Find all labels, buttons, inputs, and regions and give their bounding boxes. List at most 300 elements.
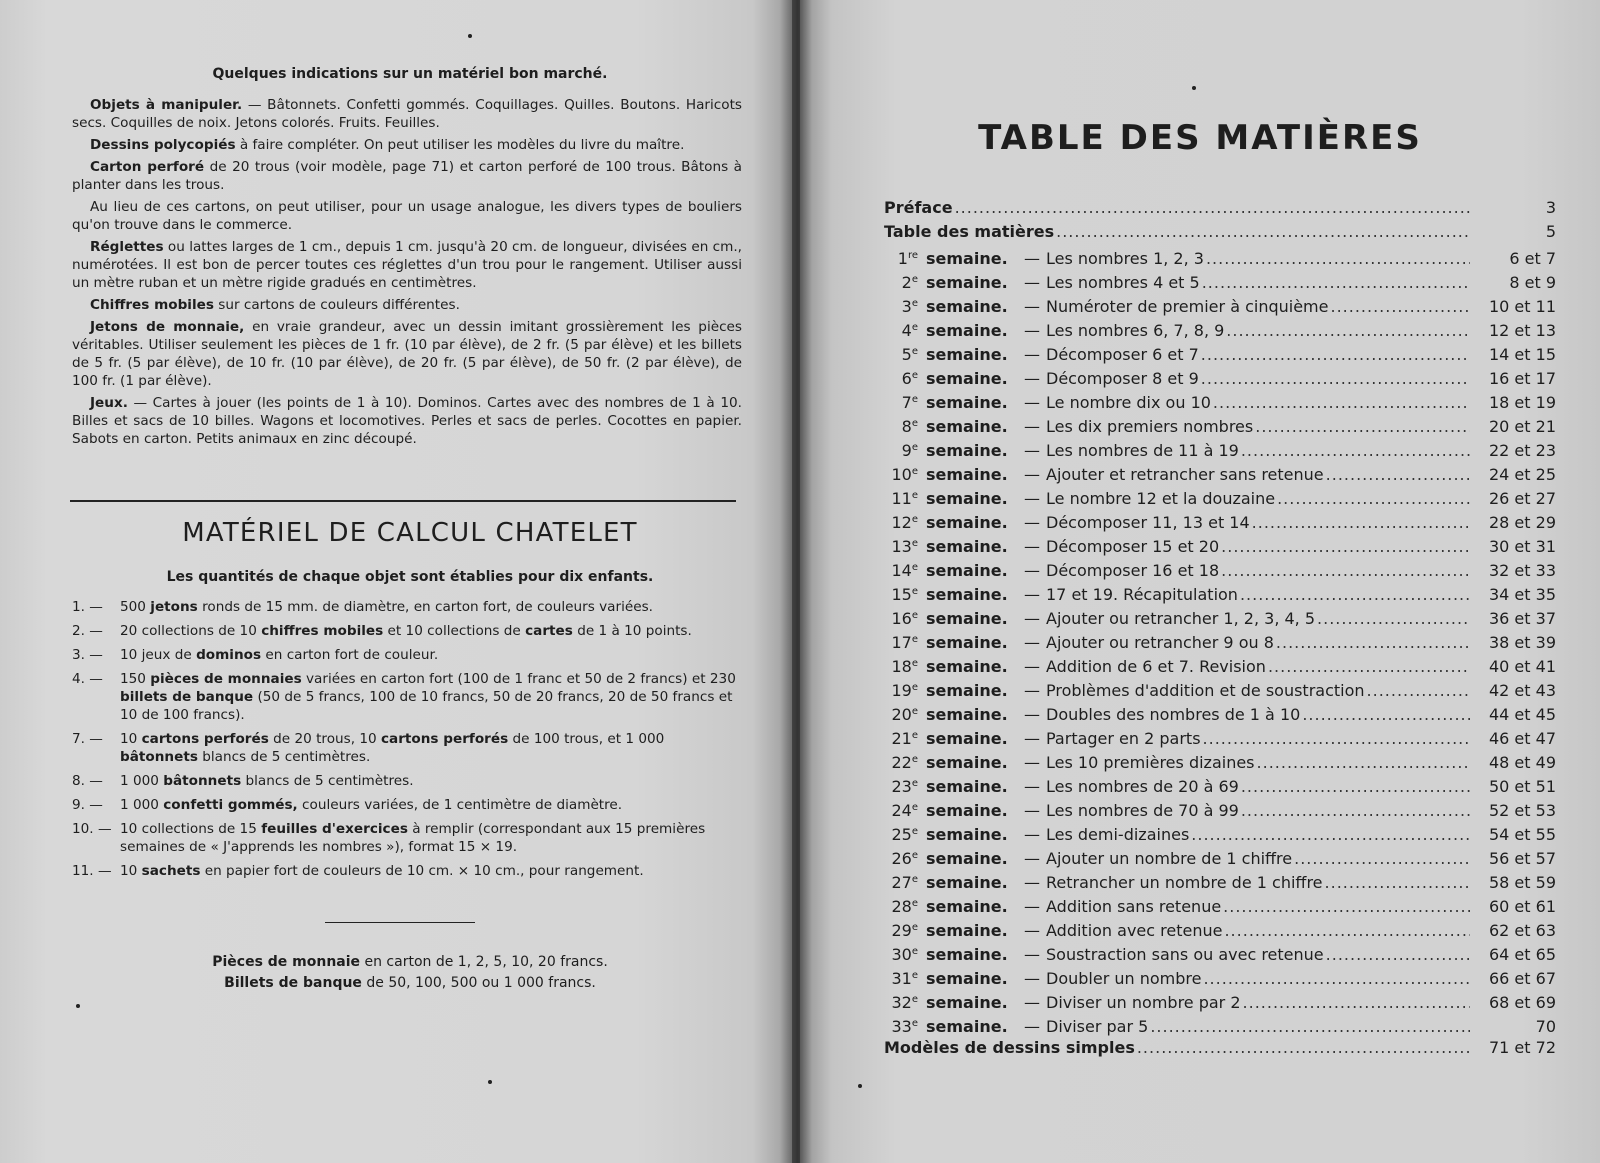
week-number: 30e <box>891 945 918 964</box>
week-number: 7e <box>901 393 918 412</box>
dash: — <box>1024 681 1040 700</box>
toc-topic: Diviser par 5 <box>1046 1017 1149 1036</box>
week-number: 15e <box>891 585 918 604</box>
paragraph-keyword: Jetons de monnaie, <box>90 319 245 335</box>
toc-topic: Le nombre 12 et la douzaine <box>1046 489 1276 508</box>
toc-page: 30 et 31 <box>1488 537 1556 556</box>
toc-page: 48 et 49 <box>1488 753 1556 772</box>
toc-page: 58 et 59 <box>1488 873 1556 892</box>
week-ordinal: e <box>911 394 918 405</box>
toc-row <box>884 940 1556 964</box>
week-word: semaine. <box>926 993 1008 1012</box>
dash: — <box>1024 369 1040 388</box>
week-ordinal: e <box>911 754 918 765</box>
week-number: 22e <box>891 753 918 772</box>
toc-row <box>884 964 1556 988</box>
material-paragraph <box>72 96 742 132</box>
week-number: 6e <box>901 369 918 388</box>
toc-row <box>884 484 1556 508</box>
toc-page: 22 et 23 <box>1488 441 1556 460</box>
toc-page: 66 et 67 <box>1488 969 1556 988</box>
toc-row <box>884 700 1556 724</box>
item-text: 500 jetons ronds de 15 mm. de diamètre, en carton fort, de couleurs variées. <box>120 599 653 615</box>
week-number: 1re <box>897 249 918 268</box>
toc-leader-dots <box>1135 1036 1470 1060</box>
week-word: semaine. <box>926 609 1008 628</box>
week-number: 9e <box>901 441 918 460</box>
toc-title: TABLE DES MATIÈRES <box>978 118 1422 158</box>
toc-topic: Décomposer 15 et 20 <box>1046 537 1220 556</box>
material-paragraph <box>72 238 742 292</box>
paragraph-text: — Cartes à jouer (les points de 1 à 10). Dominos. Cartes avec des nombres de 1 à 10. Billes et sacs de 10 billes. Wagons et locomotives. Perles et sacs de perles. Cocottes en papier. Sabots en carton. Petits animaux en zinc découpé. <box>72 395 742 447</box>
week-number: 13e <box>891 537 918 556</box>
toc-leader-dots <box>1054 220 1470 244</box>
week-word: semaine. <box>926 801 1008 820</box>
toc-page: 5 <box>1545 222 1556 241</box>
week-word: semaine. <box>926 897 1008 916</box>
toc-row <box>884 292 1556 316</box>
toc-page: 44 et 45 <box>1488 705 1556 724</box>
dash: — <box>1024 753 1040 772</box>
material-paragraph <box>72 198 742 234</box>
note-line <box>80 973 740 994</box>
week-ordinal: e <box>911 826 918 837</box>
item-text: 10 sachets en papier fort de couleurs de 10 cm. × 10 cm., pour rangement. <box>120 863 644 879</box>
item-text: 10 collections de 15 feuilles d'exercices à remplir (correspondant aux 15 premières semaines de « J'apprends les nombres »), format 15 × 19. <box>120 821 706 855</box>
paragraph-keyword: Réglettes <box>90 239 164 255</box>
toc-page: 20 et 21 <box>1488 417 1556 436</box>
dash: — <box>1024 801 1040 820</box>
toc-page: 6 et 7 <box>1509 249 1556 268</box>
material-paragraph <box>72 318 742 390</box>
paragraph-text: en vraie grandeur, avec un dessin imitant grossièrement les pièces véritables. Utiliser seulement les pièces de 1 fr. (10 par élève), de 2 fr. (5 par élève) et les billets de 5 fr. (5 par élève), de 10 fr. (10 par élève), de 20 fr. (5 par élève), de 50 fr. (2 par élève), de 100 fr. (1 par élève). <box>72 319 742 389</box>
week-ordinal: e <box>911 274 918 285</box>
material-list-item <box>72 730 742 766</box>
item-text: 150 pièces de monnaies variées en carton fort (100 de 1 franc et 50 de 2 francs) et 230 billets de banque (50 de 5 francs, 100 de 10 francs, 50 de 20 francs, 20 de 50 francs et 10 de 100 francs). <box>120 671 736 723</box>
toc-row <box>884 748 1556 772</box>
dash: — <box>1024 321 1040 340</box>
week-ordinal: re <box>907 250 918 261</box>
toc-row <box>884 244 1556 268</box>
toc-row <box>884 580 1556 604</box>
toc-topic: Les nombres de 70 à 99 <box>1046 801 1239 820</box>
toc-topic: Les demi-dizaines <box>1046 825 1190 844</box>
toc-row <box>884 268 1556 292</box>
dash: — <box>1024 585 1040 604</box>
material-list-item <box>72 598 742 616</box>
week-ordinal: e <box>911 298 918 309</box>
item-number: 4. — <box>72 671 103 687</box>
week-ordinal: e <box>911 610 918 621</box>
dash: — <box>1024 345 1040 364</box>
dash: — <box>1024 537 1040 556</box>
paper-speck <box>1192 86 1196 90</box>
toc-topic: Les nombres 4 et 5 <box>1046 273 1200 292</box>
week-word: semaine. <box>926 753 1008 772</box>
week-ordinal: e <box>911 346 918 357</box>
toc-topic: Décomposer 8 et 9 <box>1046 369 1199 388</box>
paragraph-text: Au lieu de ces cartons, on peut utiliser, pour un usage analogue, les divers types de bouliers qu'on trouve dans le commerce. <box>72 199 742 233</box>
material-list-item <box>72 772 742 790</box>
short-divider <box>325 922 475 923</box>
week-word: semaine. <box>926 369 1008 388</box>
toc-topic: Numéroter de premier à cinquième <box>1046 297 1329 316</box>
toc-page: 10 et 11 <box>1488 297 1556 316</box>
dash: — <box>1024 561 1040 580</box>
week-ordinal: e <box>911 730 918 741</box>
week-word: semaine. <box>926 825 1008 844</box>
week-word: semaine. <box>926 777 1008 796</box>
toc-page: 38 et 39 <box>1488 633 1556 652</box>
toc-topic: 17 et 19. Récapitulation <box>1046 585 1238 604</box>
week-ordinal: e <box>911 922 918 933</box>
material-paragraph <box>72 296 742 314</box>
week-ordinal: e <box>911 658 918 669</box>
toc-page: 18 et 19 <box>1488 393 1556 412</box>
week-word: semaine. <box>926 561 1008 580</box>
calcul-subtitle: Les quantités de chaque objet sont établies pour dix enfants. <box>166 569 654 585</box>
toc-row <box>884 796 1556 820</box>
item-number: 11. — <box>72 863 112 879</box>
item-number: 10. — <box>72 821 112 837</box>
week-word: semaine. <box>926 465 1008 484</box>
toc-row <box>884 724 1556 748</box>
dash: — <box>1024 825 1040 844</box>
toc-row <box>884 772 1556 796</box>
week-number: 8e <box>901 417 918 436</box>
week-ordinal: e <box>911 970 918 981</box>
toc-topic: Les nombres de 20 à 69 <box>1046 777 1239 796</box>
dash: — <box>1024 969 1040 988</box>
dash: — <box>1024 849 1040 868</box>
week-ordinal: e <box>911 802 918 813</box>
week-word: semaine. <box>926 849 1008 868</box>
week-ordinal: e <box>911 490 918 501</box>
toc-row <box>884 1036 1556 1060</box>
toc-topic: Ajouter ou retrancher 9 ou 8 <box>1046 633 1274 652</box>
week-number: 23e <box>891 777 918 796</box>
week-ordinal: e <box>911 1018 918 1029</box>
week-number: 4e <box>901 321 918 340</box>
paper-speck <box>468 34 472 38</box>
week-number: 11e <box>891 489 918 508</box>
week-word: semaine. <box>926 297 1008 316</box>
toc-topic: Les dix premiers nombres <box>1046 417 1254 436</box>
item-number: 1. — <box>72 599 103 615</box>
week-number: 3e <box>901 297 918 316</box>
toc-page: 62 et 63 <box>1488 921 1556 940</box>
dash: — <box>1024 513 1040 532</box>
dash: — <box>1024 441 1040 460</box>
toc-row <box>884 556 1556 580</box>
week-ordinal: e <box>911 898 918 909</box>
week-number: 12e <box>891 513 918 532</box>
note-keyword: Billets de banque <box>224 975 362 991</box>
week-number: 19e <box>891 681 918 700</box>
week-ordinal: e <box>911 994 918 1005</box>
week-word: semaine. <box>926 681 1008 700</box>
week-number: 21e <box>891 729 918 748</box>
week-word: semaine. <box>926 441 1008 460</box>
material-paragraph <box>72 158 742 194</box>
toc-label: Modèles de dessins simples <box>884 1038 1135 1057</box>
toc-page: 34 et 35 <box>1488 585 1556 604</box>
toc-page: 12 et 13 <box>1488 321 1556 340</box>
toc-topic: Soustraction sans ou avec retenue <box>1046 945 1324 964</box>
toc-page: 50 et 51 <box>1488 777 1556 796</box>
toc-page: 46 et 47 <box>1488 729 1556 748</box>
week-word: semaine. <box>926 705 1008 724</box>
week-ordinal: e <box>911 562 918 573</box>
week-ordinal: e <box>911 322 918 333</box>
toc-page: 8 et 9 <box>1509 273 1556 292</box>
toc-row <box>884 988 1556 1012</box>
toc-row <box>884 196 1556 220</box>
dash: — <box>1024 921 1040 940</box>
dash: — <box>1024 273 1040 292</box>
material-heading: Quelques indications sur un matériel bon marché. <box>212 66 608 82</box>
week-ordinal: e <box>911 634 918 645</box>
dash: — <box>1024 609 1040 628</box>
paper-speck <box>488 1080 492 1084</box>
toc-topic: Le nombre dix ou 10 <box>1046 393 1211 412</box>
week-word: semaine. <box>926 729 1008 748</box>
week-word: semaine. <box>926 273 1008 292</box>
material-paragraph <box>72 394 742 448</box>
week-word: semaine. <box>926 873 1008 892</box>
toc-topic: Ajouter ou retrancher 1, 2, 3, 4, 5 <box>1046 609 1316 628</box>
material-paragraphs <box>72 96 742 452</box>
toc-page: 42 et 43 <box>1488 681 1556 700</box>
week-number: 27e <box>891 873 918 892</box>
toc-topic: Décomposer 16 et 18 <box>1046 561 1220 580</box>
toc-row <box>884 364 1556 388</box>
book-gutter <box>780 0 812 1163</box>
week-number: 26e <box>891 849 918 868</box>
week-ordinal: e <box>911 874 918 885</box>
table-of-contents <box>884 196 1556 1060</box>
toc-row <box>884 676 1556 700</box>
toc-topic: Décomposer 6 et 7 <box>1046 345 1199 364</box>
toc-topic: Problèmes d'addition et de soustraction <box>1046 681 1365 700</box>
paper-speck <box>76 1004 80 1008</box>
week-ordinal: e <box>911 946 918 957</box>
week-number: 2e <box>901 273 918 292</box>
dash: — <box>1024 945 1040 964</box>
week-word: semaine. <box>926 393 1008 412</box>
item-number: 3. — <box>72 647 103 663</box>
week-ordinal: e <box>911 442 918 453</box>
item-text: 10 jeux de dominos en carton fort de couleur. <box>120 647 439 663</box>
dash: — <box>1024 873 1040 892</box>
toc-label: Préface <box>884 198 953 217</box>
week-number: 24e <box>891 801 918 820</box>
toc-page: 40 et 41 <box>1488 657 1556 676</box>
week-word: semaine. <box>926 249 1008 268</box>
toc-page: 60 et 61 <box>1488 897 1556 916</box>
toc-row <box>884 316 1556 340</box>
toc-row <box>884 436 1556 460</box>
toc-page: 24 et 25 <box>1488 465 1556 484</box>
dash: — <box>1024 1017 1040 1036</box>
week-number: 33e <box>891 1017 918 1036</box>
toc-row <box>884 508 1556 532</box>
paragraph-text: — Bâtonnets. Confetti gommés. Coquillages. Quilles. Boutons. Haricots secs. Coquilles de noix. Jetons colorés. Fruits. Feuilles. <box>72 97 742 131</box>
toc-topic: Décomposer 11, 13 et 14 <box>1046 513 1250 532</box>
toc-topic: Doubles des nombres de 1 à 10 <box>1046 705 1301 724</box>
week-word: semaine. <box>926 417 1008 436</box>
week-number: 32e <box>891 993 918 1012</box>
toc-topic: Diviser un nombre par 2 <box>1046 993 1241 1012</box>
section-divider <box>70 500 736 502</box>
dash: — <box>1024 633 1040 652</box>
material-list-item <box>72 646 742 664</box>
toc-row <box>884 1012 1556 1036</box>
calcul-title: MATÉRIEL DE CALCUL CHATELET <box>182 518 638 548</box>
toc-row <box>884 220 1556 244</box>
week-ordinal: e <box>911 706 918 717</box>
toc-leader-dots <box>953 196 1470 220</box>
item-text: 10 cartons perforés de 20 trous, 10 cartons perforés de 100 trous, et 1 000 bâtonnets blancs de 5 centimètres. <box>120 731 665 765</box>
dash: — <box>1024 729 1040 748</box>
week-number: 14e <box>891 561 918 580</box>
dash: — <box>1024 465 1040 484</box>
dash: — <box>1024 993 1040 1012</box>
material-list-item <box>72 862 742 880</box>
week-number: 18e <box>891 657 918 676</box>
toc-page: 32 et 33 <box>1488 561 1556 580</box>
paragraph-text: sur cartons de couleurs différentes. <box>213 297 460 313</box>
material-paragraph <box>72 136 742 154</box>
week-ordinal: e <box>911 514 918 525</box>
item-number: 7. — <box>72 731 103 747</box>
toc-row <box>884 916 1556 940</box>
week-word: semaine. <box>926 657 1008 676</box>
toc-topic: Les 10 premières dizaines <box>1046 753 1255 772</box>
toc-page: 52 et 53 <box>1488 801 1556 820</box>
toc-row <box>884 628 1556 652</box>
toc-row <box>884 892 1556 916</box>
week-ordinal: e <box>911 370 918 381</box>
toc-topic: Les nombres 6, 7, 8, 9 <box>1046 321 1225 340</box>
week-word: semaine. <box>926 537 1008 556</box>
toc-label: Table des matières <box>884 222 1055 241</box>
dash: — <box>1024 417 1040 436</box>
toc-topic: Les nombres 1, 2, 3 <box>1046 249 1204 268</box>
week-word: semaine. <box>926 945 1008 964</box>
week-number: 29e <box>891 921 918 940</box>
week-ordinal: e <box>911 418 918 429</box>
bottom-notes <box>80 952 740 994</box>
week-ordinal: e <box>911 850 918 861</box>
toc-page: 26 et 27 <box>1488 489 1556 508</box>
item-number: 2. — <box>72 623 103 639</box>
week-number: 25e <box>891 825 918 844</box>
material-list-item <box>72 670 742 724</box>
week-word: semaine. <box>926 321 1008 340</box>
week-ordinal: e <box>911 466 918 477</box>
week-ordinal: e <box>911 778 918 789</box>
note-line <box>80 952 740 973</box>
paragraph-keyword: Dessins polycopiés <box>90 137 236 153</box>
toc-page: 16 et 17 <box>1488 369 1556 388</box>
toc-row <box>884 388 1556 412</box>
dash: — <box>1024 489 1040 508</box>
item-number: 8. — <box>72 773 103 789</box>
toc-page: 64 et 65 <box>1488 945 1556 964</box>
note-text: en carton de 1, 2, 5, 10, 20 francs. <box>360 954 608 970</box>
dash: — <box>1024 777 1040 796</box>
toc-topic: Partager en 2 parts <box>1046 729 1201 748</box>
week-number: 17e <box>891 633 918 652</box>
toc-row <box>884 844 1556 868</box>
paragraph-text: à faire compléter. On peut utiliser les modèles du livre du maître. <box>235 137 685 153</box>
material-list <box>72 598 742 886</box>
dash: — <box>1024 393 1040 412</box>
toc-row <box>884 460 1556 484</box>
week-number: 28e <box>891 897 918 916</box>
paragraph-keyword: Jeux. <box>90 395 128 411</box>
paragraph-keyword: Objets à manipuler. <box>90 97 243 113</box>
week-word: semaine. <box>926 1017 1008 1036</box>
week-number: 31e <box>891 969 918 988</box>
material-list-item <box>72 622 742 640</box>
toc-page: 68 et 69 <box>1488 993 1556 1012</box>
toc-page: 71 et 72 <box>1488 1038 1556 1057</box>
toc-page: 3 <box>1545 198 1556 217</box>
item-number: 9. — <box>72 797 103 813</box>
week-word: semaine. <box>926 921 1008 940</box>
toc-row <box>884 532 1556 556</box>
week-word: semaine. <box>926 489 1008 508</box>
toc-row <box>884 652 1556 676</box>
toc-page: 54 et 55 <box>1488 825 1556 844</box>
toc-topic: Doubler un nombre <box>1046 969 1202 988</box>
item-text: 1 000 confetti gommés, couleurs variées, de 1 centimètre de diamètre. <box>120 797 623 813</box>
note-keyword: Pièces de monnaie <box>212 954 361 970</box>
paper-speck <box>858 1084 862 1088</box>
toc-row <box>884 340 1556 364</box>
week-number: 16e <box>891 609 918 628</box>
paragraph-text: de 20 trous (voir modèle, page 71) et carton perforé de 100 trous. Bâtons à planter dans les trous. <box>72 159 742 193</box>
week-number: 20e <box>891 705 918 724</box>
toc-topic: Addition avec retenue <box>1046 921 1223 940</box>
toc-row <box>884 868 1556 892</box>
item-text: 1 000 bâtonnets blancs de 5 centimètres. <box>120 773 414 789</box>
toc-row <box>884 412 1556 436</box>
dash: — <box>1024 249 1040 268</box>
week-ordinal: e <box>911 682 918 693</box>
toc-page: 70 <box>1535 1017 1556 1036</box>
toc-row <box>884 604 1556 628</box>
week-ordinal: e <box>911 586 918 597</box>
week-number: 5e <box>901 345 918 364</box>
week-word: semaine. <box>926 345 1008 364</box>
week-word: semaine. <box>926 633 1008 652</box>
week-number: 10e <box>891 465 918 484</box>
dash: — <box>1024 657 1040 676</box>
toc-topic: Ajouter et retrancher sans retenue <box>1046 465 1324 484</box>
week-word: semaine. <box>926 513 1008 532</box>
toc-page: 28 et 29 <box>1488 513 1556 532</box>
material-list-item <box>72 796 742 814</box>
toc-topic: Addition de 6 et 7. Revision <box>1046 657 1266 676</box>
material-list-item <box>72 820 742 856</box>
toc-topic: Les nombres de 11 à 19 <box>1046 441 1239 460</box>
week-ordinal: e <box>911 538 918 549</box>
toc-page: 14 et 15 <box>1488 345 1556 364</box>
toc-page: 56 et 57 <box>1488 849 1556 868</box>
